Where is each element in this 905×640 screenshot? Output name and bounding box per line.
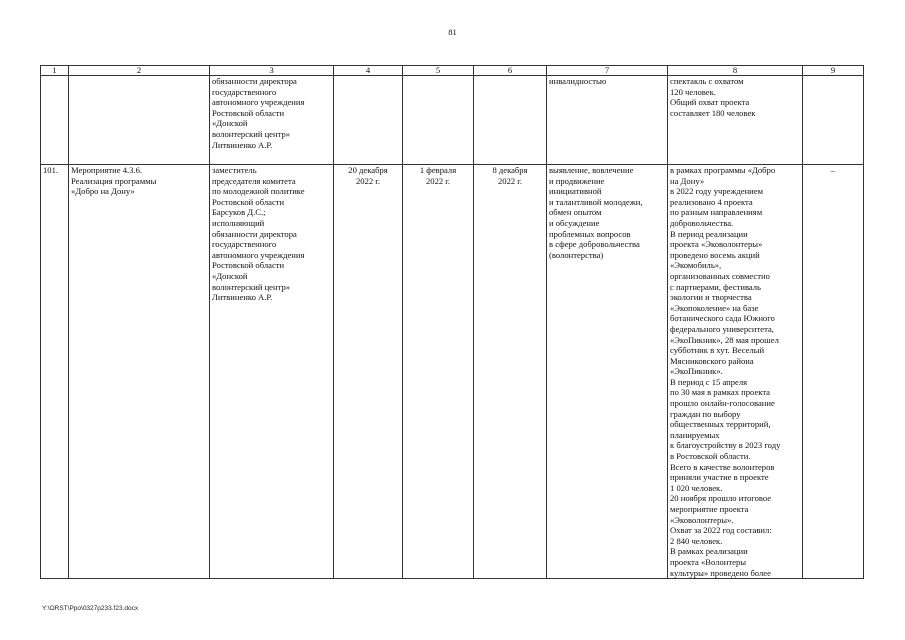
text-line: волонтерский центр» [212,281,291,292]
cell-details [668,165,803,579]
text-line: «Экопоколение» на базе [670,302,759,313]
text-line: Ростовской области [212,107,285,118]
text-line: обмен опытом [549,207,602,218]
text-line: 1 февраля [419,165,457,175]
text-line: экологии и творчества [670,292,752,303]
text-line: государственного [212,86,277,97]
text-line: спектакль с охватом [670,76,744,86]
cell-end-date [474,76,547,165]
cell-details [668,76,803,165]
cell-note: – [803,165,864,579]
text-line: по 30 мая в рамках проекта [670,387,770,398]
text-line: проведено восемь акций [670,249,760,260]
text-line: волонтерский центр» [212,128,291,139]
text-line: автономного учреждения [212,97,305,108]
text-line: Всего в качестве волонтеров [670,461,775,472]
text-line: государственного [212,239,277,250]
text-line: 8 декабря [492,165,528,175]
text-line: в сфере добровольчества [549,239,640,250]
text-line: 20 ноября прошло итоговое [670,493,772,504]
text-line: Ростовской области [212,196,285,207]
column-header: 8 [668,66,803,76]
text-line: по молодежной политике [212,186,305,197]
text-line: Ростовской области [212,260,285,271]
text-line: автономного учреждения [212,249,305,260]
cell-number: 101. [41,165,69,579]
text-line: «ЭкоПикник». [670,366,723,377]
column-header: 5 [403,66,474,76]
column-header: 2 [69,66,210,76]
text-line: В период с 15 апреля [670,376,748,387]
text-line: в 2022 году учреждением [670,186,764,197]
text-line: к благоустройству в 2023 году [670,440,781,451]
text-line: федерального университета, [670,323,774,334]
column-header: 3 [210,66,334,76]
text-line: 2022 г. [355,175,381,186]
text-line: 2 840 человек. [670,535,723,546]
text-line: проблемных вопросов [549,228,631,239]
text-line: культуры» проведено более [670,567,771,578]
text-line: 20 декабря [348,165,388,175]
text-line: «Экомобиль», [670,260,722,271]
text-line: в Ростовской области. [670,451,751,462]
text-line: выявление, вовлечение [549,165,634,175]
cell-start-date [403,165,474,579]
text-line: реализовано 4 проекта [670,196,753,207]
text-line: Барсуков Д.С.; [212,207,266,218]
text-line: исполняющий [212,217,265,228]
page-number: 81 [448,27,457,37]
column-header: 6 [474,66,547,76]
text-line: Мероприятие 4.3.6. [71,165,143,175]
text-line: Охват за 2022 год составил: [670,525,772,536]
text-line: Мясниковского района [670,355,754,366]
text-line: заместитель [212,165,257,175]
cell-planned-date [334,76,403,165]
text-line: и обсуждение [549,217,600,228]
text-line: «Добро на Дону» [71,186,135,197]
cell-start-date [403,76,474,165]
text-line: Общий охват проекта [670,97,750,108]
text-line: и продвижение [549,175,605,186]
text-line: проекта «Эковолонтеры» [670,239,763,250]
text-line: проекта «Волонтеры [670,556,747,567]
text-line: прошло онлайн-голосование [670,398,775,409]
text-line: «ЭкоПикник», 28 мая прошел [670,334,779,345]
text-line: председателя комитета [212,175,296,186]
text-line: Реализация программы [71,175,157,186]
text-line: по разным направлениям [670,207,763,218]
file-path-footer: Y:\ORST\Ppo\0327p233.f23.docx [42,605,139,612]
text-line: граждан по выбору [670,408,741,419]
text-line: В рамках реализации [670,546,748,557]
cell-event [69,165,210,579]
text-line: субботник в хут. Веселый [670,345,765,356]
text-line: Литвиненко А.Р. [212,292,273,303]
text-line: общественных территорий, [670,419,771,430]
text-line: 2022 г. [425,175,451,186]
cell-result [547,165,668,579]
table-header-row [41,66,864,76]
cell-note [803,76,864,165]
cell-responsible [210,165,334,579]
report-table [40,65,864,579]
column-header: 4 [334,66,403,76]
text-line: «Донской [212,118,248,129]
cell-planned-date [334,165,403,579]
text-line: «Донской [212,270,248,281]
text-line: составляет 180 человек [670,107,756,118]
text-line: обязанности директора [212,228,297,239]
table-row-continued [41,76,864,165]
text-line: добровольчества. [670,217,734,228]
text-line: организованных совместно [670,270,770,281]
cell-result [547,76,668,165]
text-line: в рамках программы «Добро [670,165,776,175]
text-line: с партнерами, фестиваль [670,281,761,292]
cell-number [41,76,69,165]
text-line: 1 020 человек. [670,482,723,493]
text-line: «Эковолонтеры». [670,514,734,525]
text-line: (волонтерства) [549,249,604,260]
text-line: и талантливой молодежи, [549,196,643,207]
text-line: Литвиненко А.Р. [212,139,273,150]
text-line: мероприятие проекта [670,504,749,514]
column-header: 9 [803,66,864,76]
text-line: 120 человек. [670,86,716,97]
text-line: планируемых [670,429,720,440]
column-header: 7 [547,66,668,76]
cell-end-date [474,165,547,579]
text-line: 2022 г. [497,175,523,186]
text-line: приняли участие в проекте [670,472,769,483]
column-header: 1 [41,66,69,76]
cell-event [69,76,210,165]
text-line: инвалидностью [549,76,607,86]
text-line: обязанности директора [212,76,297,86]
cell-responsible [210,76,334,165]
text-line: В период реализации [670,228,748,239]
text-line: инициативной [549,186,602,197]
table-row-101 [41,165,864,579]
text-line: на Дону» [670,175,705,186]
text-line: ботанического сада Южного [670,313,775,324]
